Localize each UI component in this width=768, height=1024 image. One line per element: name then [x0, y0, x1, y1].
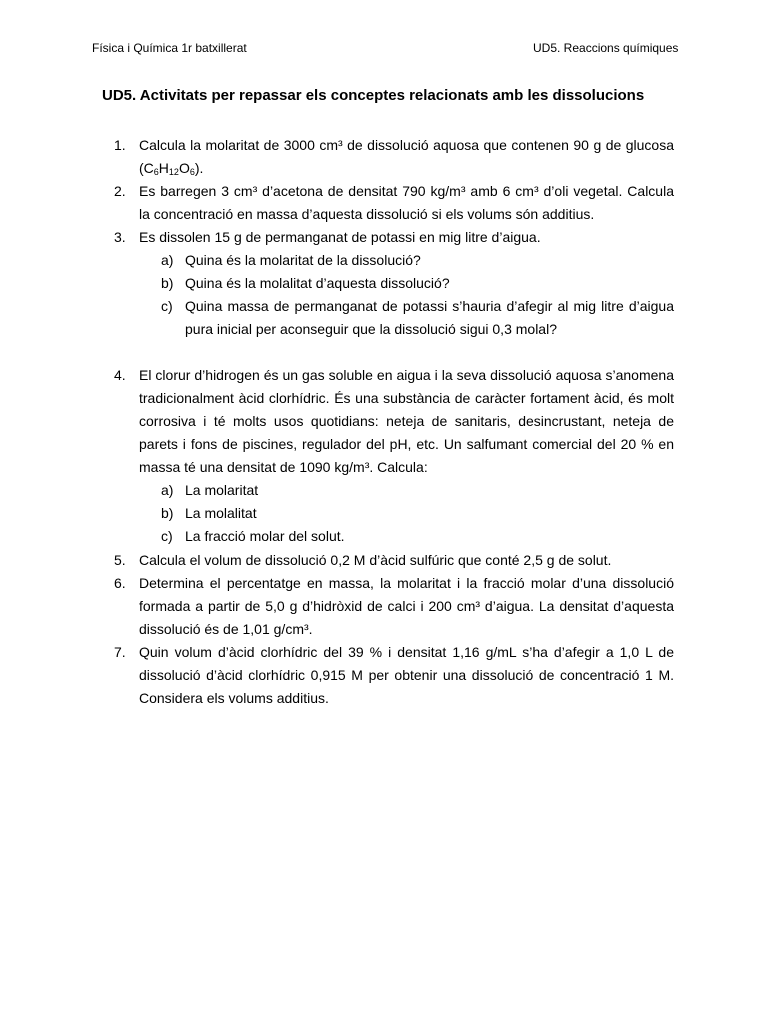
- question-5: [92, 549, 674, 572]
- subquestion-label: b): [161, 275, 174, 291]
- subquestion-label: c): [161, 528, 173, 544]
- subquestion: [161, 295, 674, 341]
- subquestion-label: c): [161, 298, 173, 314]
- subquestion-text: Quina és la molalitat d’aquesta dissolució?: [185, 275, 450, 291]
- question-number: 3.: [114, 229, 126, 245]
- question-number: 6.: [114, 575, 126, 591]
- page-title: UD5. Activitats per repassar els conceptes relacionats amb les dissolucions: [102, 87, 645, 104]
- question-number: 2.: [114, 183, 126, 199]
- subquestion-text: La molaritat: [185, 482, 259, 498]
- subquestion-text: La fracció molar del solut.: [185, 528, 345, 544]
- question-3: [92, 226, 674, 341]
- question-text: Es dissolen 15 g de permanganat de potassi en mig litre d’aigua.: [139, 229, 541, 245]
- question-text: Calcula la molaritat de 3000 cm³ de dissolució aquosa que contenen 90 g de glucosa $(C_6H_{12}O_6)$.: [139, 137, 674, 177]
- question-text: Determina el percentatge en massa, la molaritat i la fracció molar d’una dissolució formada a partir de 5,0 g d’hidròxid de calci i 200 cm³ d’aigua. La densitat d’aquesta dissolució és de 1,01 g/cm³.: [139, 575, 674, 637]
- subquestion: [161, 502, 674, 525]
- question-7: [92, 641, 674, 710]
- subquestion-label: a): [161, 482, 174, 498]
- question-number: 4.: [114, 367, 126, 383]
- question-text: Quin volum d’àcid clorhídric del 39 % i densitat 1,16 g/mL s’ha d’afegir a 1,0 L de dissolució d’àcid clorhídric 0,915 M per obtenir una dissolució de concentració 1 M. Considera els volums additius.: [139, 644, 674, 706]
- question-4: [92, 364, 674, 548]
- subquestion-text: Quina és la molaritat de la dissolució?: [185, 252, 421, 268]
- question-number: 1.: [114, 137, 126, 153]
- question-6: [92, 572, 674, 641]
- header-unit: UD5. Reaccions químiques: [533, 41, 679, 55]
- header-course: Física i Química 1r batxillerat: [92, 41, 247, 55]
- subquestion-label: a): [161, 252, 174, 268]
- subquestion-text: Quina massa de permanganat de potassi s’hauria d’afegir al mig litre d’aigua pura inicial per aconseguir que la dissolució sigui 0,3 molal?: [185, 298, 674, 337]
- subquestion: [161, 272, 674, 295]
- subquestion-label: b): [161, 505, 174, 521]
- subquestion: [161, 249, 674, 272]
- subquestion: [161, 525, 674, 548]
- question-text: Es barregen 3 cm³ d’acetona de densitat 790 kg/m³ amb 6 cm³ d’oli vegetal. Calcula la concentració en massa d’aquesta dissolució si els volums són additius.: [139, 183, 674, 222]
- subquestion: [161, 479, 674, 502]
- question-1: [92, 134, 674, 180]
- question-number: 7.: [114, 644, 126, 660]
- question-text: El clorur d’hidrogen és un gas soluble en aigua i la seva dissolució aquosa s’anomena tradicionalment àcid clorhídric. És una substància de caràcter fortament àcid, és molt corrosiva i té molts usos quotidians: neteja de sanitaris, desincrustant, neteja de parets i fons de piscines, regulador del pH, etc. Un salfumant comercial del 20 % en massa té una densitat de 1090 kg/m³. Calcula:: [139, 367, 674, 475]
- subquestion-text: La molalitat: [185, 505, 257, 521]
- question-text: Calcula el volum de dissolució 0,2 M d’àcid sulfúric que conté 2,5 g de solut.: [139, 552, 612, 568]
- question-number: 5.: [114, 552, 126, 568]
- question-2: [92, 180, 674, 226]
